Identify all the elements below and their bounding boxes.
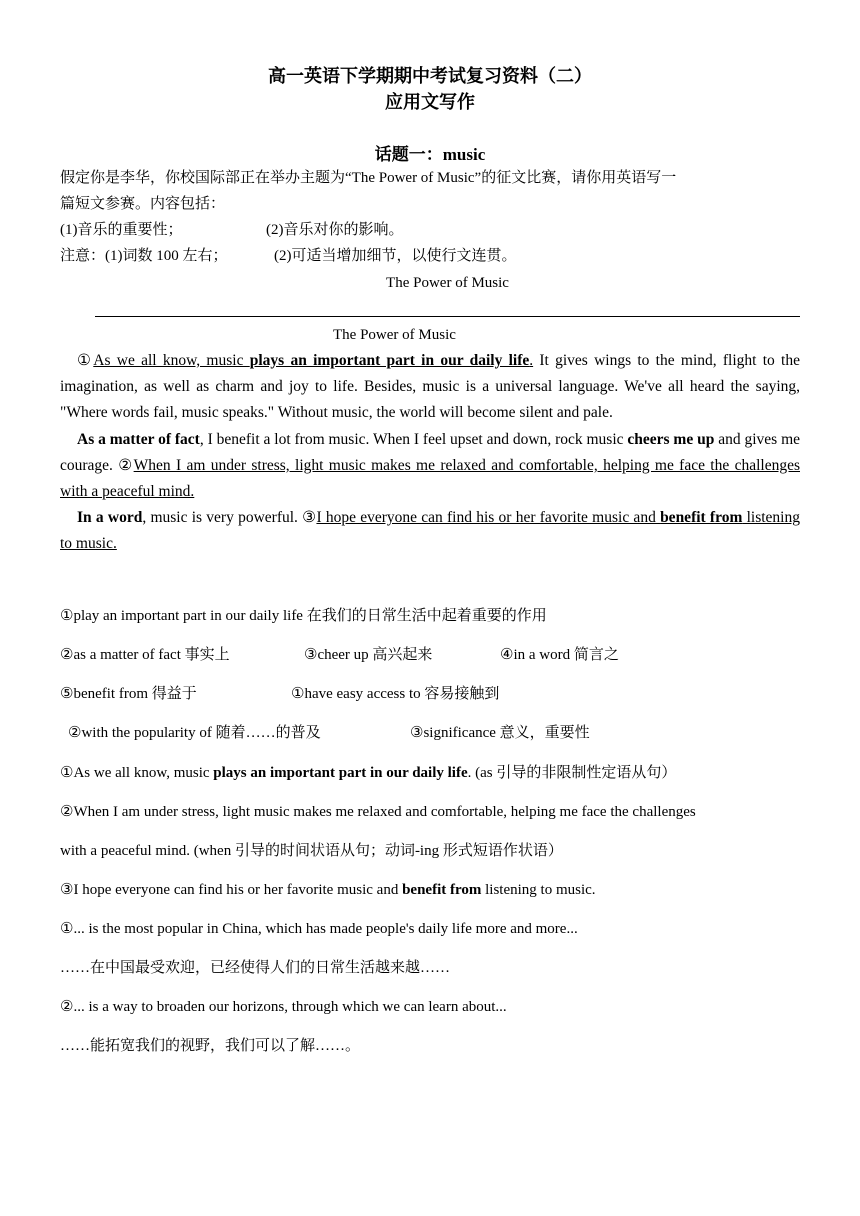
paragraph-text: and gives me courage. [60,431,801,474]
circled-number: ② [118,457,134,474]
essay-paragraph-3 [60,505,800,557]
paragraph-text: , music is very powerful. [142,509,303,526]
sentence-2-line-1: ②When I am under stress, light music makes me relaxed and comfortable, helping me face the challenges [60,804,696,820]
topic-heading: 话题一：music [374,145,486,164]
template-sentence-2: ②... is a way to broaden our horizons, through which we can learn about... [60,999,507,1015]
phrase-row-4 [68,720,808,746]
essay-paragraph-1 [60,348,800,426]
key-phrase: cheers me up [627,431,715,448]
requirement-1: (1)音乐的重要性； [60,222,183,238]
paragraph-text: , I benefit a lot from music. When I feel upset and down, rock music [199,431,628,448]
key-phrase: benefit from [660,509,743,526]
phrase-item: ④in a word 简言之 [500,647,619,663]
phrase-item: ⑤benefit from 得益于 [60,686,197,702]
essay-title: The Power of Music [333,327,456,343]
sentence-text: ①As we all know, music [60,765,214,781]
sentence-3 [60,877,800,903]
essay-paragraph-2 [60,427,800,505]
sentence-2-line-2: with a peaceful mind. (when 引导的时间状语从句；动词-ing 形式短语作状语） [60,843,563,859]
template-sentence-1-translation: ……在中国最受欢迎，已经使得人们的日常生活越来越…… [60,960,451,976]
phrase-item: ②as a matter of fact 事实上 [60,647,230,663]
key-phrase: plays an important part in our daily life [249,352,530,369]
phrase-item: ①have easy access to 容易接触到 [291,686,500,702]
sentence-1 [60,760,800,786]
phrase-item: ③cheer up 高兴起来 [304,647,433,663]
requirement-2: (2)音乐对你的影响。 [266,222,404,238]
underlined-text: . [529,352,534,369]
key-phrase: As a matter of fact [77,431,200,448]
note-2: (2)可适当增加细节，以使行文连贯。 [274,248,517,264]
key-phrase: In a word [77,509,143,526]
circled-number: ① [77,352,94,369]
paragraph-text: It gives wings to the mind, flight to the imagination, as well as charm and joy to life. Besides, music is a universal language. We've all heard the saying, "Where words fail, music speaks." Without music, the world will become silent and pale. [60,352,800,421]
phrase-row-2 [60,642,800,668]
writing-line [95,316,800,317]
underlined-text: I hope everyone can find his or her favorite music and [316,509,661,526]
document-title: 高一英语下学期期中考试复习资料（二） [268,66,592,86]
phrase-item: ②with the popularity of 随着……的普及 [68,725,321,741]
prompt-notes [60,243,800,269]
phrase-row-1: ①play an important part in our daily life 在我们的日常生活中起着重要的作用 [60,608,547,624]
template-sentence-1: ①... is the most popular in China, which has made people's daily life more and more... [60,921,578,937]
prompt-line-1: 假定你是李华，你校国际部正在举办主题为“The Power of Music”的征文比赛，请你用英语写一 [60,170,677,186]
essay-heading-prompt: The Power of Music [386,275,509,291]
prompt-line-2: 篇短文参赛。内容包括： [60,196,226,212]
phrase-item: ③significance 意义，重要性 [410,725,590,741]
template-sentence-2-translation: ……能拓宽我们的视野，我们可以了解……。 [60,1038,361,1054]
prompt-requirements [60,217,800,243]
sentence-note: . (as 引导的非限制性定语从句） [467,765,677,781]
key-phrase: plays an important part in our daily life [213,765,468,781]
note-1: 注意：(1)词数 100 左右； [60,248,228,264]
underlined-sentence [93,352,533,369]
underlined-text: listening to music. [60,509,800,552]
circled-number: ③ [302,509,317,526]
underlined-text: As we all know, music [93,352,250,369]
key-phrase: benefit from [402,882,482,898]
underlined-sentence: When I am under stress, light music makes me relaxed and comfortable, helping me face the challenges with a peaceful mind. [60,457,800,500]
phrase-row-3 [60,681,800,707]
sentence-text: listening to music. [481,882,596,898]
document-subtitle: 应用文写作 [385,92,475,112]
sentence-text: ③I hope everyone can find his or her favorite music and [60,882,403,898]
